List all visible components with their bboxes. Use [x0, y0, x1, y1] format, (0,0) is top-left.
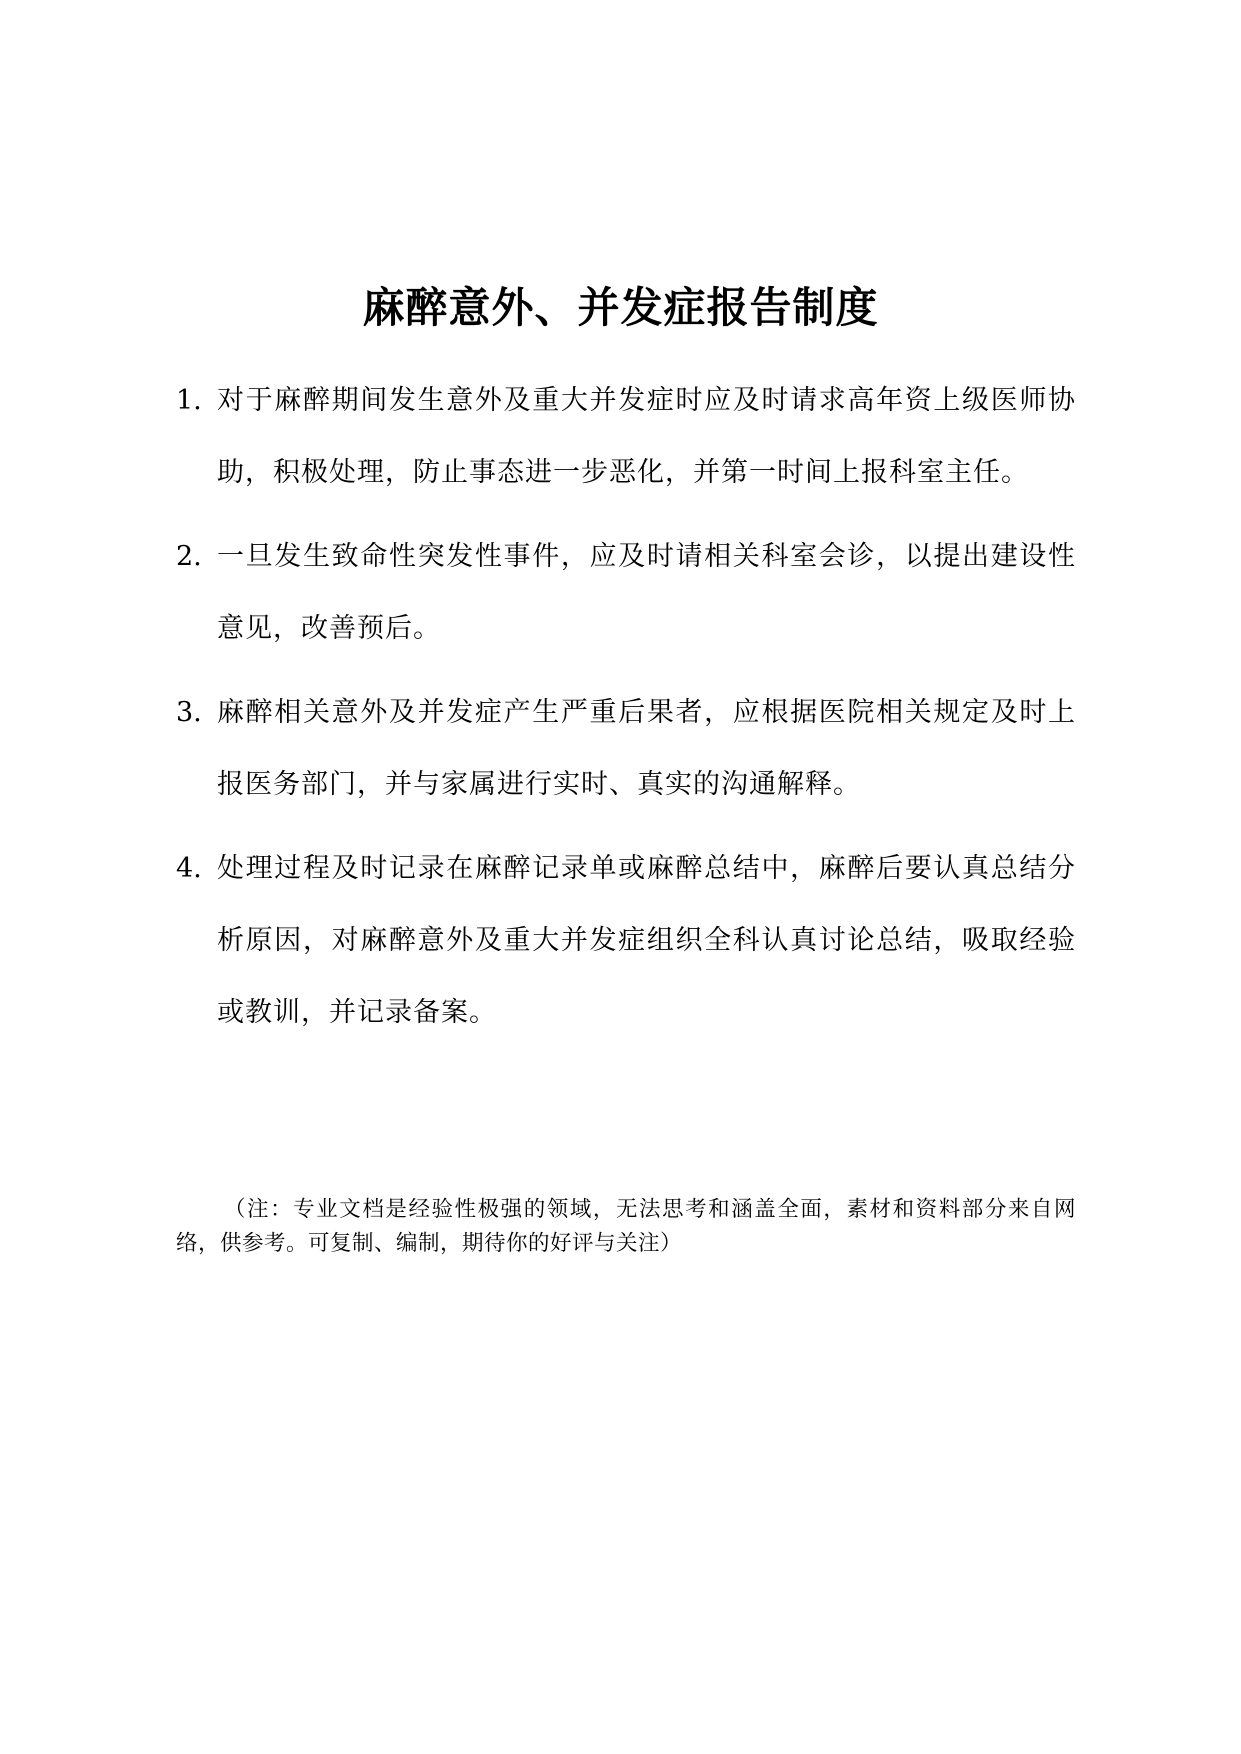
item-text: 一旦发生致命性突发性事件，应及时请相关科室会诊，以提出建设性意见，改善预后。 — [217, 541, 1076, 644]
item-text: 麻醉相关意外及并发症产生严重后果者，应根据医院相关规定及时上报医务部门，并与家属进行实时、真实的沟通解释。 — [217, 697, 1076, 800]
item-number: 2. — [176, 541, 202, 572]
item-text: 对于麻醉期间发生意外及重大并发症时应及时请求高年资上级医师协助，积极处理，防止事态进一步恶化，并第一时间上报科室主任。 — [217, 385, 1076, 488]
regulation-list — [176, 365, 1076, 1061]
item-number: 4. — [176, 853, 202, 884]
footer-note: （注：专业文档是经验性极强的领域，无法思考和涵盖全面，素材和资料部分来自网络，供参考。可复制、编制，期待你的好评与关注） — [176, 1197, 1076, 1256]
item-number: 1. — [176, 385, 202, 416]
document-title: 麻醉意外、并发症报告制度 — [362, 283, 879, 332]
list-item — [176, 521, 1076, 665]
list-item — [176, 677, 1076, 821]
item-text: 处理过程及时记录在麻醉记录单或麻醉总结中，麻醉后要认真总结分析原因，对麻醉意外及重大并发症组织全科认真讨论总结，吸取经验或教训，并记录备案。 — [217, 853, 1076, 1028]
item-number: 3. — [176, 697, 202, 728]
list-item — [176, 365, 1076, 509]
list-item — [176, 833, 1076, 1049]
